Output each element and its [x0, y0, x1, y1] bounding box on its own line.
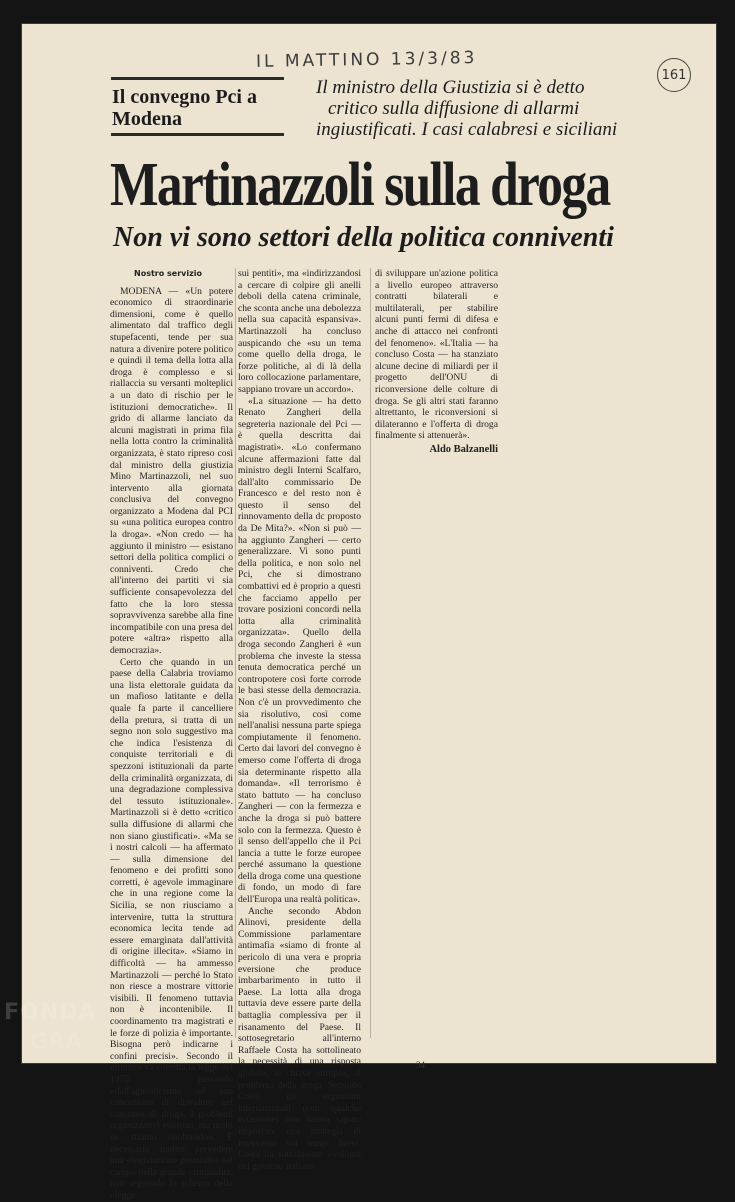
archive-watermark: FONDA — [4, 1000, 97, 1025]
headline: Martinazzoli sulla droga — [110, 151, 610, 219]
paragraph: «La situazione — ha detto Renato Zangheri della segreteria nazionale del Pci — è quella descritta dai magistrati». «Lo confermano alcune affermazioni fatte dal ministro degli Interni Scalfaro, dall'alto commissario De Francesco e del resto non è questo il senso del rinnovamento della dc proposto da De Mita?». «Non si può — ha aggiunto Zangheri — certo generalizzare. Vi sono punti della politica, e non solo nel Pci, che si dimostrano combattivi ed è proprio a questi che facciamo appello per trovare posizioni concordi nella lotta alla criminalità organizzata». Quello della droga secondo Zangheri è «un problema che investe la stessa tenuta democratica perché un contropotere così forte corrode le basi stesse della democrazia. Non c'è un provvedimento che sia risolutivo, così come nell'analisi nessuna parte spiega compiutamente il fenomeno. Certo dai lavori del convegno è emerso come l'offerta di droga sia determinante rispetto alla domanda». «Il terrorismo è stato battuto — ha concluso Zangheri — con la fermezza e anche la droga si può battere solo con la fermezza. Questo è il senso dell'appello che il Pci lancia a tutte le forze europee perché assumano la questione della droga come una questione di fondo, un modo di fare dell'Europa una realtà politica». — [238, 395, 361, 906]
author-signature: Aldo Balzanelli — [429, 443, 498, 455]
handwritten-source-note: IL MATTINO 13/3/83 — [255, 48, 478, 72]
kicker: Il convegno Pci a Modena — [112, 86, 257, 130]
paragraph: Certo che quando in un paese della Calabria troviamo una lista elettorale guidata da un mafioso latitante e della quale fa parte il cancelliere della pretura, si tratta di un segno non solo suggestivo ma che indica l'esistenza di conquiste territoriali e di spezzoni istituzionali da parte della criminalità organizzata, di una degradazione complessiva del tessuto istituzionale». Martinazzoli si è detto «critico sulla diffusione di allarmi che non siano giustificati». «Ma se i nostri calcoli — ha affermato — sulla dimensione del fenomeno e dei profitti sono corretti, è agevole immaginare che in una regione come la Sicilia, se non riusciamo a intervenire, tutta la struttura economica lecita tende ad essere emarginata dall'attività di origine illecita». «Siamo in difficoltà — ha ammesso Martinazzoli — perché lo Stato non riesce a mostrare vittorie visibili. Il fenomeno tuttavia non è incontenibile. Il coordinamento tra magistrati e le forze di polizia è importante. Bisogna però indicarne i confini precisi». Secondo il ministro va corretta la legge del 1975 passando «dall'agnosticismo ad una concezione di disvalore nel consumo di droga. I problemi organizzativi esistono, ma molti ne stiamo risolvendo». È necessario inoltre prevedere una «legislazione premiale» nel campo della grande criminalità, non seguendo lo schema della «legge — [110, 656, 233, 1201]
archive-number-circle: 161 — [657, 58, 691, 92]
summary — [316, 77, 656, 140]
archive-watermark: GRA — [30, 1030, 83, 1055]
page-number: 34 — [416, 1060, 425, 1070]
article-column-1 — [110, 268, 233, 1201]
summary-line: critico sulla diffusione di allarmi — [328, 98, 580, 119]
summary-line: Il ministro della Giustizia si è detto — [316, 77, 585, 98]
article-column-3 — [375, 268, 498, 455]
paragraph: Anche secondo Abdon Alinovi, presidente della Commissione parlamentare antimafia «siamo di fronte al pericolo di una vera e propria eversione che produce imbarbarimento in tutto il Paese. La lotta alla droga tuttavia deve essere parte della battaglia complessiva per il risanamento del Paese. Il sottosegretario all'interno Raffaele Costa ha sottolineato la necessità di una risposta globale, in chiave europea, al problema della droga. Secondo Costa gli organismi internazionali (con qualche eccezione) non hanno saputo impostare una strategia di intervento sui tempi brevi. Costa ha sottolineato «volontà del governo italiano — [238, 905, 361, 1172]
column-divider — [370, 268, 371, 1038]
column-divider — [235, 268, 236, 1038]
summary-line: ingiustificati. I casi calabresi e siciliani — [316, 119, 618, 140]
paragraph: sui pentiti», ma «indirizzandosi a cercare di colpire gli anelli deboli della catena criminale, che sconta anche una debolezza nella sua capacità espansiva». Martinazzoli ha concluso auspicando che «su un tema come quello della droga, le forze politiche, al di là della loro collocazione parlamentare, sappiano trovare un accordo». — [238, 268, 361, 395]
article-column-2 — [238, 268, 361, 1172]
paragraph: MODENA — «Un potere economico di straordinarie dimensioni, come è quello alimentato dal traffico degli stupefacenti, tende per sua natura a divenire potere politico e quindi il tema della lotta alla droga è complesso e si riallaccia su versanti molteplici a un dato di rischio per le istituzioni democratiche». Il grido di allarme lanciato da alcuni magistrati in prima fila nella lotta contro la criminalità organizzata, è stato ripreso così dal ministro della giustizia Mino Martinazzoli, nel suo intervento alla giornata conclusiva del convegno organizzato a Modena dal PCI su «una politica europea contro la droga». «Non credo — ha aggiunto il ministro — esistano settori della politica complici o conniventi. Credo che all'interno dei partiti vi sia sufficiente consapevolezza del fatto che la loro stessa sopravvivenza sarebbe alla fine incompatibile con una presa del potere «altra» rispetto alla democrazia». — [110, 285, 233, 656]
subheadline: Non vi sono settori della politica conniventi — [113, 222, 614, 253]
paragraph: di sviluppare un'azione politica a livello europeo attraverso contratti bilaterali e multilaterali, per stabilire alcuni punti fermi di difesa e anche di attacco nei confronti del fenomeno». «L'Italia — ha concluso Costa — ha stanziato alcune decine di miliardi per il progetto dell'ONU di riconversione delle colture di droga. Se gli altri stati faranno altrettanto, le riconversioni si dilateranno e l'offerta di droga finalmente si attenuerà». — [375, 268, 498, 442]
byline-service: Nostro servizio — [134, 269, 202, 278]
kicker-rule-top — [111, 77, 284, 80]
kicker-rule-bottom — [111, 133, 284, 136]
